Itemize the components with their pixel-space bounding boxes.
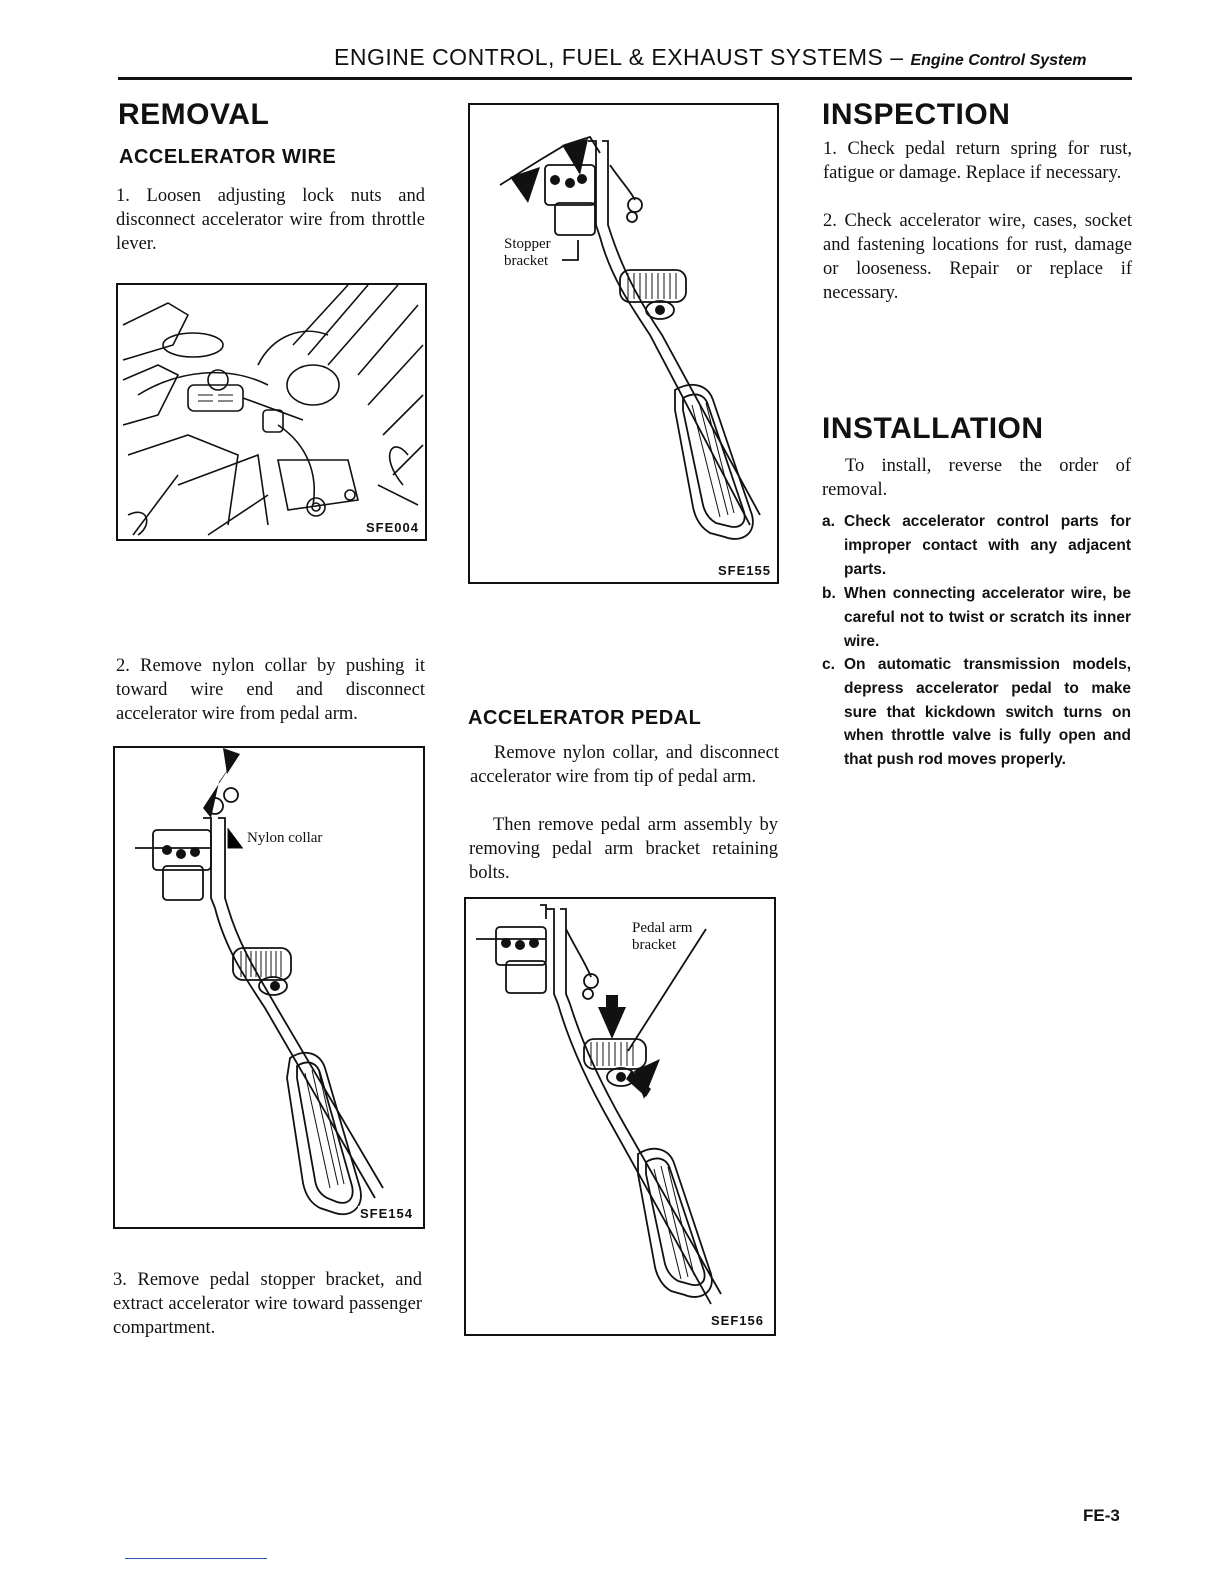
inspection-heading: INSPECTION bbox=[822, 98, 1011, 131]
pedal-stopper-bracket-drawing bbox=[470, 105, 777, 582]
running-header bbox=[334, 44, 1087, 71]
installation-note-b bbox=[822, 582, 1131, 653]
note-text: Check accelerator control parts for improper contact with any adjacent parts. bbox=[844, 513, 1131, 578]
stopper-bracket-label: bracket bbox=[504, 253, 549, 269]
arrow-left-icon bbox=[510, 167, 540, 203]
figure-code: SEF156 bbox=[711, 1313, 764, 1328]
installation-note-c bbox=[822, 653, 1131, 772]
pedal-arm-label: Pedal arm bbox=[632, 920, 693, 936]
throttle-linkage-drawing bbox=[118, 285, 425, 539]
header-rule bbox=[118, 77, 1132, 80]
header-separator: – bbox=[890, 44, 904, 70]
stopper-label: Stopper bbox=[504, 236, 551, 252]
figure-code: SFE154 bbox=[360, 1206, 413, 1221]
figure-code: SFE004 bbox=[366, 520, 419, 535]
arrow-down-icon bbox=[598, 1007, 626, 1039]
accelerator-pedal-heading: ACCELERATOR PEDAL bbox=[468, 707, 702, 729]
figure-sef156-pedal-arm-bracket bbox=[464, 897, 776, 1336]
removal-heading: REMOVAL bbox=[118, 98, 270, 131]
accelerator-pedal-para-2: Then remove pedal arm assembly by removing pedal arm bracket retaining bolts. bbox=[469, 815, 778, 883]
note-label: b. bbox=[822, 585, 836, 602]
inspection-step-1: 1. Check pedal return spring for rust, fatigue or damage. Replace if necessary. bbox=[823, 139, 1132, 183]
note-text: On automatic transmission models, depress accelerator pedal to make sure that kickdown switch turns on when throttle valve is fully open and that push rod moves properly. bbox=[844, 656, 1131, 769]
note-label: a. bbox=[822, 513, 835, 530]
removal-step-2: 2. Remove nylon collar by pushing it toward wire end and disconnect accelerator wire from pedal arm. bbox=[116, 656, 425, 724]
header-title: ENGINE CONTROL, FUEL & EXHAUST SYSTEMS bbox=[334, 44, 884, 70]
pedal-arm-bracket-drawing bbox=[466, 899, 774, 1334]
page-number: FE-3 bbox=[1083, 1506, 1120, 1525]
footer-rule bbox=[125, 1558, 267, 1559]
pedal-nylon-collar-drawing bbox=[115, 748, 423, 1227]
figure-sfe004-throttle bbox=[116, 283, 427, 541]
accelerator-pedal-para-1: Remove nylon collar, and disconnect accelerator wire from tip of pedal arm. bbox=[470, 743, 779, 787]
header-subtitle: Engine Control System bbox=[910, 52, 1087, 69]
nylon-collar-label: Nylon collar bbox=[247, 830, 323, 846]
removal-step-3: 3. Remove pedal stopper bracket, and extract accelerator wire toward passenger compartment. bbox=[113, 1270, 422, 1338]
inspection-step-2: 2. Check accelerator wire, cases, socket and fastening locations for rust, damage or looseness. Repair or replace if necessary. bbox=[823, 211, 1132, 303]
note-label: c. bbox=[822, 656, 835, 673]
pedal-arm-bracket-label: bracket bbox=[632, 937, 677, 953]
accelerator-wire-subheading: ACCELERATOR WIRE bbox=[119, 146, 337, 168]
figure-sfe155-stopper bbox=[468, 103, 779, 584]
removal-step-1: 1. Loosen adjusting lock nuts and disconnect accelerator wire from throttle lever. bbox=[116, 186, 425, 254]
installation-intro: To install, reverse the order of removal. bbox=[822, 456, 1131, 500]
figure-code: SFE155 bbox=[718, 563, 771, 578]
figure-sfe154-pedal bbox=[113, 746, 425, 1229]
note-text: When connecting accelerator wire, be careful not to twist or scratch its inner wire. bbox=[844, 585, 1131, 650]
installation-heading: INSTALLATION bbox=[822, 412, 1044, 445]
installation-note-a bbox=[822, 510, 1131, 581]
